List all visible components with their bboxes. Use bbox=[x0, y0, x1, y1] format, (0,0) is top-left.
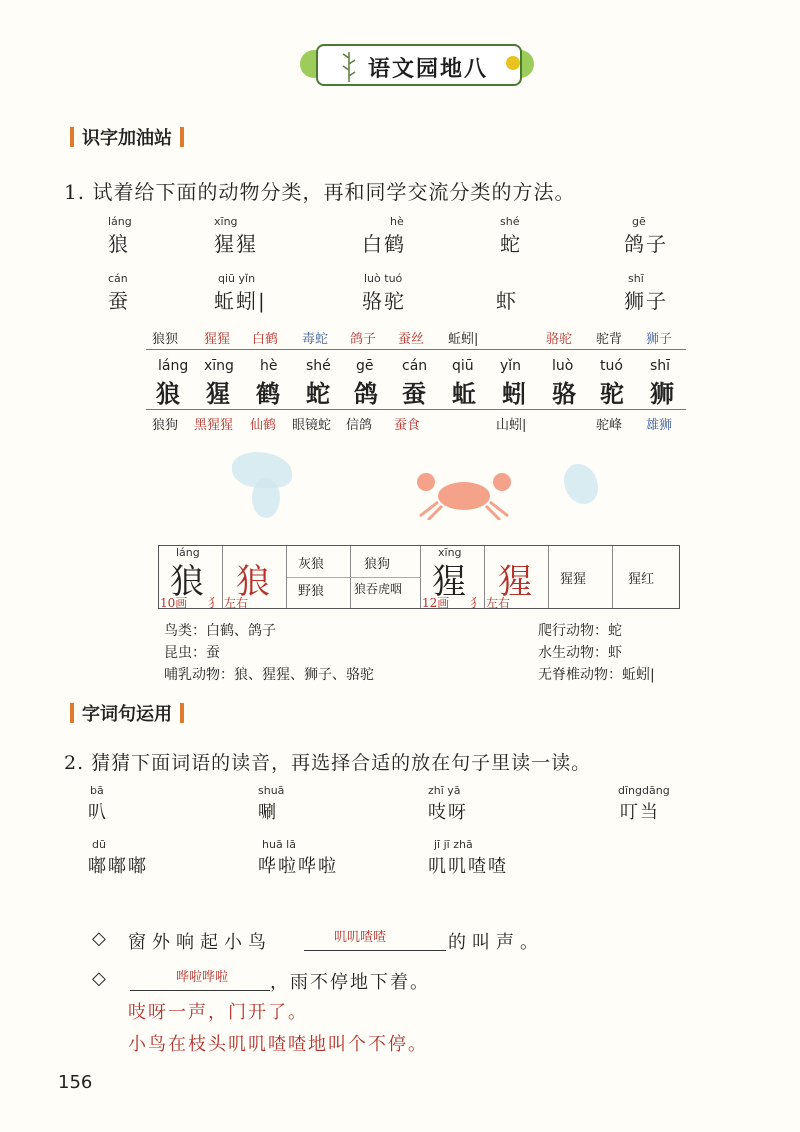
example-sentence: 吱呀一声，门开了。 bbox=[128, 1002, 308, 1023]
sentence-part: 的叫声。 bbox=[448, 932, 544, 953]
character: 蛇 bbox=[306, 379, 330, 408]
character: 蚓 bbox=[502, 379, 526, 408]
annotation-word: 驼背 bbox=[596, 332, 623, 347]
bird-image bbox=[564, 464, 598, 504]
word: 猩猩 bbox=[214, 232, 258, 256]
annotation-word: 信鸽 bbox=[346, 418, 373, 433]
word: 吱呀 bbox=[428, 802, 468, 823]
pinyin: gē bbox=[632, 215, 646, 228]
annotation-word: 眼镜蛇 bbox=[292, 418, 332, 433]
written-character: 狼 bbox=[236, 562, 270, 602]
annotation-word: 黑猩猩 bbox=[194, 418, 234, 433]
annotation-word: 蚕丝 bbox=[398, 332, 425, 347]
annotation-word: 狮子 bbox=[646, 332, 673, 347]
crab-image bbox=[412, 468, 516, 520]
stroke-count: 12画 bbox=[422, 596, 450, 610]
sentence-part: 窗外响起小鸟 bbox=[128, 932, 272, 953]
pinyin: dīngdāng bbox=[618, 784, 670, 797]
word: 虾 bbox=[496, 289, 518, 313]
annotation-word: 白鹤 bbox=[252, 332, 279, 347]
word: 蛇 bbox=[500, 232, 522, 256]
word: 蚕 bbox=[108, 289, 130, 313]
section-header-literacy bbox=[70, 124, 184, 150]
character: 鸽 bbox=[354, 379, 378, 408]
character: 狮 bbox=[650, 379, 674, 408]
word: 叮当 bbox=[620, 802, 660, 823]
annotation-word: 鸽子 bbox=[350, 332, 377, 347]
word: 叽叽喳喳 bbox=[428, 856, 508, 877]
word: 骆驼 bbox=[362, 289, 406, 313]
classification-note: 昆虫：蚕 bbox=[164, 645, 220, 661]
pinyin: xīng bbox=[438, 546, 462, 559]
written-character: 猩 bbox=[498, 562, 532, 602]
pinyin: dū bbox=[92, 838, 106, 851]
classification-note: 哺乳动物：狼、猩猩、狮子、骆驼 bbox=[164, 667, 374, 683]
pinyin: zhī yā bbox=[428, 784, 461, 797]
classification-note: 水生动物：虾 bbox=[538, 645, 622, 661]
radical: 犭 bbox=[208, 596, 221, 610]
pinyin: xīng bbox=[204, 358, 234, 374]
character: 狼 bbox=[156, 379, 180, 408]
pinyin: tuó bbox=[600, 358, 623, 374]
diamond-bullet: ◇ bbox=[92, 968, 112, 989]
annotation-word: 狼狗 bbox=[152, 418, 179, 433]
section-title: 字词句运用 bbox=[82, 704, 172, 725]
word: 狮子 bbox=[624, 289, 668, 313]
compound-word: 猩红 bbox=[628, 572, 655, 587]
compound-word: 狼吞虎咽 bbox=[354, 582, 403, 596]
pinyin: cán bbox=[402, 358, 428, 374]
pinyin: bā bbox=[90, 784, 104, 797]
word: 嘟嘟嘟 bbox=[88, 856, 148, 877]
lesson-title: 语文园地八 bbox=[368, 57, 489, 82]
classification-note: 无脊椎动物：蚯蚓| bbox=[538, 667, 655, 683]
annotation-word: 仙鹤 bbox=[250, 418, 277, 433]
annotation-word: 猩猩 bbox=[204, 332, 231, 347]
pinyin: láng bbox=[158, 358, 189, 374]
pinyin: láng bbox=[108, 215, 132, 228]
character: 骆 bbox=[552, 379, 576, 408]
word: 蚯蚓| bbox=[214, 289, 267, 313]
stroke-count: 10画 bbox=[160, 596, 188, 610]
pinyin: shī bbox=[650, 358, 671, 374]
pinyin: xīng bbox=[214, 215, 238, 228]
compound-word: 狼狗 bbox=[364, 557, 391, 572]
character: 蚯 bbox=[452, 379, 476, 408]
pinyin: luò tuó bbox=[364, 272, 403, 285]
page-number: 156 bbox=[58, 1072, 93, 1093]
compound-word: 灰狼 bbox=[298, 557, 325, 572]
compound-word: 野狼 bbox=[298, 584, 325, 599]
pinyin: cán bbox=[108, 272, 128, 285]
example-sentence: 小鸟在枝头叽叽喳喳地叫个不停。 bbox=[128, 1034, 428, 1055]
answer-fill: 叽叽喳喳 bbox=[334, 930, 387, 945]
pinyin: shuā bbox=[258, 784, 285, 797]
word: 哗啦哗啦 bbox=[258, 856, 338, 877]
word: 鸽子 bbox=[624, 232, 668, 256]
word: 唰 bbox=[258, 802, 278, 823]
pinyin: hè bbox=[390, 215, 404, 228]
radical: 犭 bbox=[470, 596, 483, 610]
pinyin: jī jī zhā bbox=[434, 838, 473, 851]
divider bbox=[287, 577, 421, 578]
pinyin: huā lā bbox=[262, 838, 296, 851]
grass-icon bbox=[340, 48, 358, 82]
character: 猩 bbox=[206, 379, 230, 408]
sentence-part: ，雨不停地下着。 bbox=[270, 972, 430, 993]
character: 驼 bbox=[600, 379, 624, 408]
structure: 左右 bbox=[486, 596, 511, 610]
section-title: 识字加油站 bbox=[82, 128, 172, 149]
pinyin: luò bbox=[552, 358, 574, 374]
word: 狼 bbox=[108, 232, 130, 256]
pinyin: hè bbox=[260, 358, 278, 374]
annotation-word: 毒蛇 bbox=[302, 332, 329, 347]
word: 叭 bbox=[88, 802, 108, 823]
character: 鹤 bbox=[256, 379, 280, 408]
section-header-word-usage bbox=[70, 700, 184, 726]
annotation-word: 蚯蚓| bbox=[448, 332, 479, 347]
compound-word: 猩猩 bbox=[560, 572, 587, 587]
pinyin: yǐn bbox=[500, 358, 522, 374]
diamond-bullet: ◇ bbox=[92, 928, 112, 949]
model-character: 狼 bbox=[170, 562, 204, 602]
structure: 左右 bbox=[224, 596, 249, 610]
answer-fill: 哗啦哗啦 bbox=[176, 970, 229, 985]
question-2: 2. 猜猜下面词语的读音，再选择合适的放在句子里读一读。 bbox=[64, 752, 592, 774]
crane-image bbox=[252, 478, 280, 518]
classification-note: 爬行动物：蛇 bbox=[538, 623, 622, 639]
pinyin: láng bbox=[176, 546, 200, 559]
model-character: 猩 bbox=[432, 562, 466, 602]
pinyin: shé bbox=[306, 358, 331, 374]
pinyin: qiū yǐn bbox=[218, 272, 256, 285]
annotation-word: 山蚓| bbox=[496, 418, 527, 433]
bird-icon bbox=[506, 56, 520, 70]
character: 蚕 bbox=[402, 379, 426, 408]
question-1: 1. 试着给下面的动物分类，再和同学交流分类的方法。 bbox=[64, 180, 576, 204]
annotation-word: 蚕食 bbox=[394, 418, 421, 433]
annotation-word: 骆驼 bbox=[546, 332, 573, 347]
word: 白鹤 bbox=[362, 232, 406, 256]
annotation-word: 驼峰 bbox=[596, 418, 623, 433]
pinyin: shī bbox=[628, 272, 644, 285]
pinyin: gē bbox=[356, 358, 374, 374]
divider bbox=[146, 409, 686, 410]
pinyin: qiū bbox=[452, 358, 474, 374]
annotation-word: 狼狈 bbox=[152, 332, 179, 347]
divider bbox=[146, 349, 686, 350]
pinyin: shé bbox=[500, 215, 520, 228]
classification-note: 鸟类：白鹤、鸽子 bbox=[164, 623, 276, 639]
annotation-word: 雄狮 bbox=[646, 418, 673, 433]
